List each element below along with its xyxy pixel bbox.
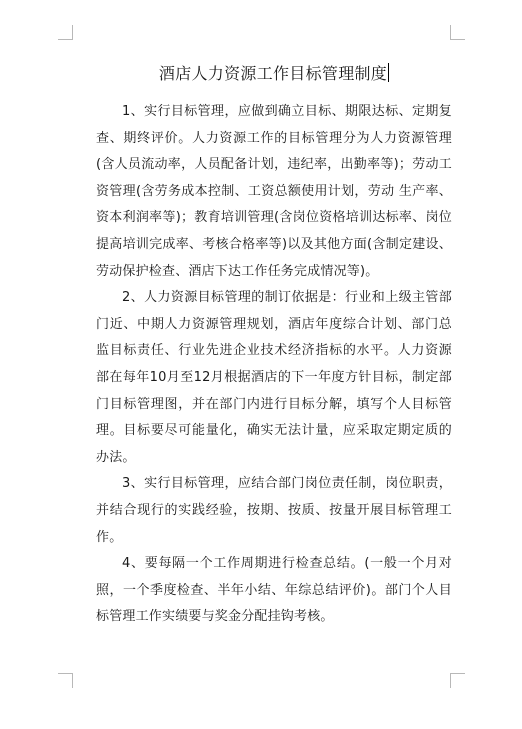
crop-mark-top-right [450, 25, 465, 40]
paragraph-1: 1、实行目标管理，应做到确立目标、期限达标、定期复查、期终评价。人力资源工作的目标管理分为人力资源管理(含人员流动率，人员配备计划，违纪率，出勤率等)；劳动工资管理(含劳务成本控制、工资总额使用计划，劳动 生产率、资本利润率等)；教育培训管理(含岗位资格培训达标率、岗位提高培训完成率、考核合格率等)以及其他方面(含制定建设、劳动保护检查、酒店下达工作任务完成情况等)。 [96, 104, 452, 279]
crop-mark-bottom-right [450, 673, 465, 688]
text-cursor [388, 63, 389, 82]
crop-mark-top-left [58, 25, 73, 40]
paragraph-3: 3、实行目标管理，应结合部门岗位责任制，岗位职责，并结合现行的实践经验，按期、按质、按量开展目标管理工作。 [96, 476, 452, 545]
document-title: 酒店人力资源工作目标管理制度 [158, 64, 388, 83]
document-body[interactable] [96, 57, 452, 631]
paragraph-2: 2、人力资源目标管理的制订依据是：行业和上级主管部门近、中期人力资源管理规划，酒店年度综合计划、部门总监目标责任、行业先进企业技术经济指标的水平。人力资源部在每年10月至12月根据酒店的下一年度方针目标，制定部门目标管理图，并在部门内进行目标分解，填写个人目标管理。目标要尽可能量化，确实无法计量，应采取定期定质的办法。 [96, 290, 452, 465]
crop-mark-bottom-left [58, 673, 73, 688]
paragraph-4: 4、要每隔一个工作周期进行检查总结。(一般一个月对照，一个季度检查、半年小结、年综总结评价)。部门个人目标管理工作实绩要与奖金分配挂钩考核。 [96, 556, 452, 625]
document-title-line [96, 57, 452, 91]
